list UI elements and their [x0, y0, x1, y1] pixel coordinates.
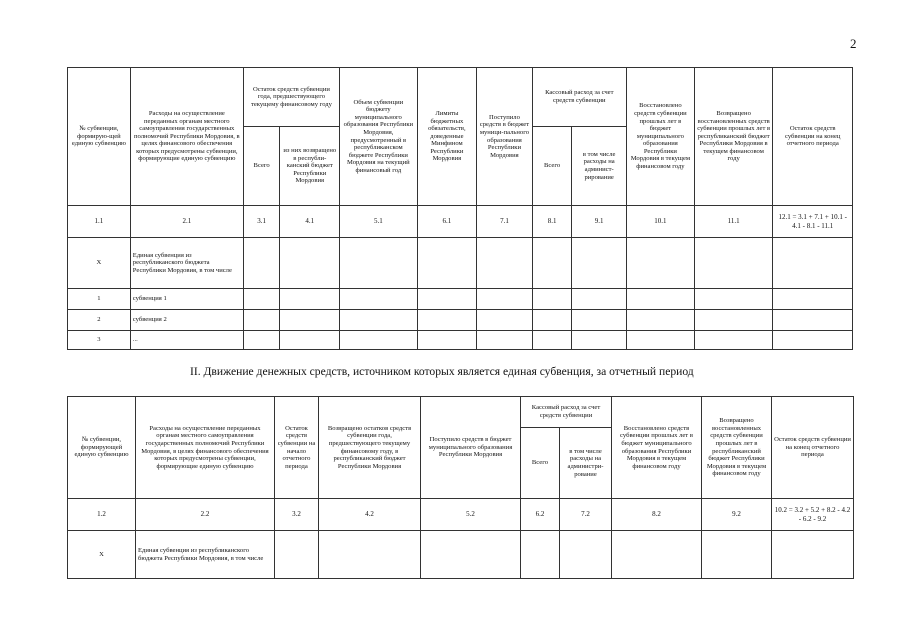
header-budget-limits: Лимиты бюджетных обязательств, доведенные Минфином Республики Мордовия — [417, 68, 477, 206]
cash-flow-table — [67, 396, 854, 579]
header-expenses: Расходы на осуществление переданных органам местного самоуправления государственных полномочий Республики Мордовия, в целях финансового обеспечения которых предусмотрены субвенции, формирующие единую субвенцию — [136, 397, 275, 499]
header-returned-restored-funds: Возвращено восстановленных средств субвенции прошлых лет в республиканский бюджет Республики Мордовия в текущем финансовом году — [702, 397, 772, 499]
header-end-balance: Остаток средств субвенции на конец отчетного периода — [772, 397, 854, 499]
code-cell: 7.2 — [560, 499, 612, 531]
header-subvention-number: № субвенции, формирую-щей единую субвенцию — [68, 68, 131, 206]
header-received-funds: Поступило средств в бюджет муниципального образования Республики Мордовия — [421, 397, 521, 499]
row-number: X — [68, 238, 131, 289]
code-cell: 2.1 — [130, 206, 243, 238]
row-description: ... — [130, 331, 243, 350]
row-description: Единая субвенция из республиканского бюджета Республики Мордовия, в том числе — [136, 531, 275, 579]
code-cell: 10.2 = 3.2 + 5.2 + 8.2 - 4.2 - 6.2 - 9.2 — [772, 499, 854, 531]
header-expenses: Расходы на осуществление переданных органам местного самоуправления государственных полномочий Республики Мордовия, в целях финансового обеспечения которых предусмотрены субвенции, формирующие единую субвенцию — [130, 68, 243, 206]
header-prev-balance-total: Всего — [243, 127, 280, 206]
header-returned-balance: Возвращено остатков средств субвенции года, предшествующего текущему финансовому году, в республиканский бюджет Республики Мордовия — [319, 397, 421, 499]
code-cell: 10.1 — [626, 206, 694, 238]
code-cell: 5.1 — [340, 206, 417, 238]
page-number: 2 — [850, 36, 857, 51]
table-row — [68, 238, 853, 289]
table-row — [68, 289, 853, 310]
header-prev-balance-returned: из них возвращено в республи-канский бюджет Республики Мордовия — [280, 127, 340, 206]
code-cell: 6.1 — [417, 206, 477, 238]
code-cell: 11.1 — [694, 206, 773, 238]
header-cash-expense: Кассовый расход за счет средств субвенции — [532, 68, 626, 127]
code-cell: 2.2 — [136, 499, 275, 531]
header-cash-expense-admin: в том числе расходы на админист-рирование — [572, 127, 626, 206]
table-row — [68, 531, 854, 579]
code-cell: 1.2 — [68, 499, 136, 531]
row-description: субвенция 2 — [130, 310, 243, 331]
header-received-funds: Поступило средств в бюджет муници-пального образования Республики Мордовия — [477, 68, 532, 206]
code-cell: 8.1 — [532, 206, 572, 238]
code-cell: 8.2 — [612, 499, 702, 531]
row-description: Единая субвенция из республиканского бюджета Республики Мордовия, в том числе — [130, 238, 243, 289]
header-cash-expense-total: Всего — [521, 428, 560, 499]
code-cell: 12.1 = 3.1 + 7.1 + 10.1 - 4.1 - 8.1 - 11.1 — [773, 206, 853, 238]
code-cell: 3.1 — [243, 206, 280, 238]
table-code-row — [68, 499, 854, 531]
code-cell: 1.1 — [68, 206, 131, 238]
header-cash-expense: Кассовый расход за счет средств субвенции — [521, 397, 612, 428]
row-number: 3 — [68, 331, 131, 350]
code-cell: 4.1 — [280, 206, 340, 238]
code-cell: 6.2 — [521, 499, 560, 531]
table-code-row — [68, 206, 853, 238]
code-cell: 4.2 — [319, 499, 421, 531]
header-returned-restored-funds: Возвращено восстановленных средств субвенции прошлых лет в республиканский бюджет Республики Мордовия в текущем финансовом году — [694, 68, 773, 206]
header-restored-funds: Восстановлено средств субвенции прошлых лет в бюджет муниципального образования Республики Мордовия в текущем финансовом году — [612, 397, 702, 499]
header-prev-year-balance: Остаток средств субвенции года, предшествующего текущему финансовому году — [243, 68, 339, 127]
table-row — [68, 310, 853, 331]
table-row — [68, 331, 853, 350]
header-cash-expense-total: Всего — [532, 127, 572, 206]
code-cell: 7.1 — [477, 206, 532, 238]
row-number: 1 — [68, 289, 131, 310]
header-restored-funds: Восстановлено средств субвенции прошлых лет в бюджет муниципального образования Республики Мордовия в текущем финансовом году — [626, 68, 694, 206]
header-cash-expense-admin: в том числе расходы на администри-рование — [560, 428, 612, 499]
header-subvention-number: № субвенции, формирующей единую субвенцию — [68, 397, 136, 499]
row-description: субвенция 1 — [130, 289, 243, 310]
row-number: X — [68, 531, 136, 579]
code-cell: 5.2 — [421, 499, 521, 531]
code-cell: 9.2 — [702, 499, 772, 531]
row-number: 2 — [68, 310, 131, 331]
code-cell: 9.1 — [572, 206, 626, 238]
code-cell: 3.2 — [275, 499, 319, 531]
header-end-balance: Остаток средств субвенции на конец отчетного периода — [773, 68, 853, 206]
header-subvention-volume: Объем субвенции бюджету муниципального образования Республики Мордовия, предусмотренный в республиканском бюджете Республики Мордовия на текущий финансовый год — [340, 68, 417, 206]
header-start-balance: Остаток средств субвенции на начало отчетного периода — [275, 397, 319, 499]
subvention-balance-table — [67, 67, 853, 350]
section-title: II. Движение денежных средств, источником которых является единая субвенция, за отчетный период — [190, 365, 694, 378]
